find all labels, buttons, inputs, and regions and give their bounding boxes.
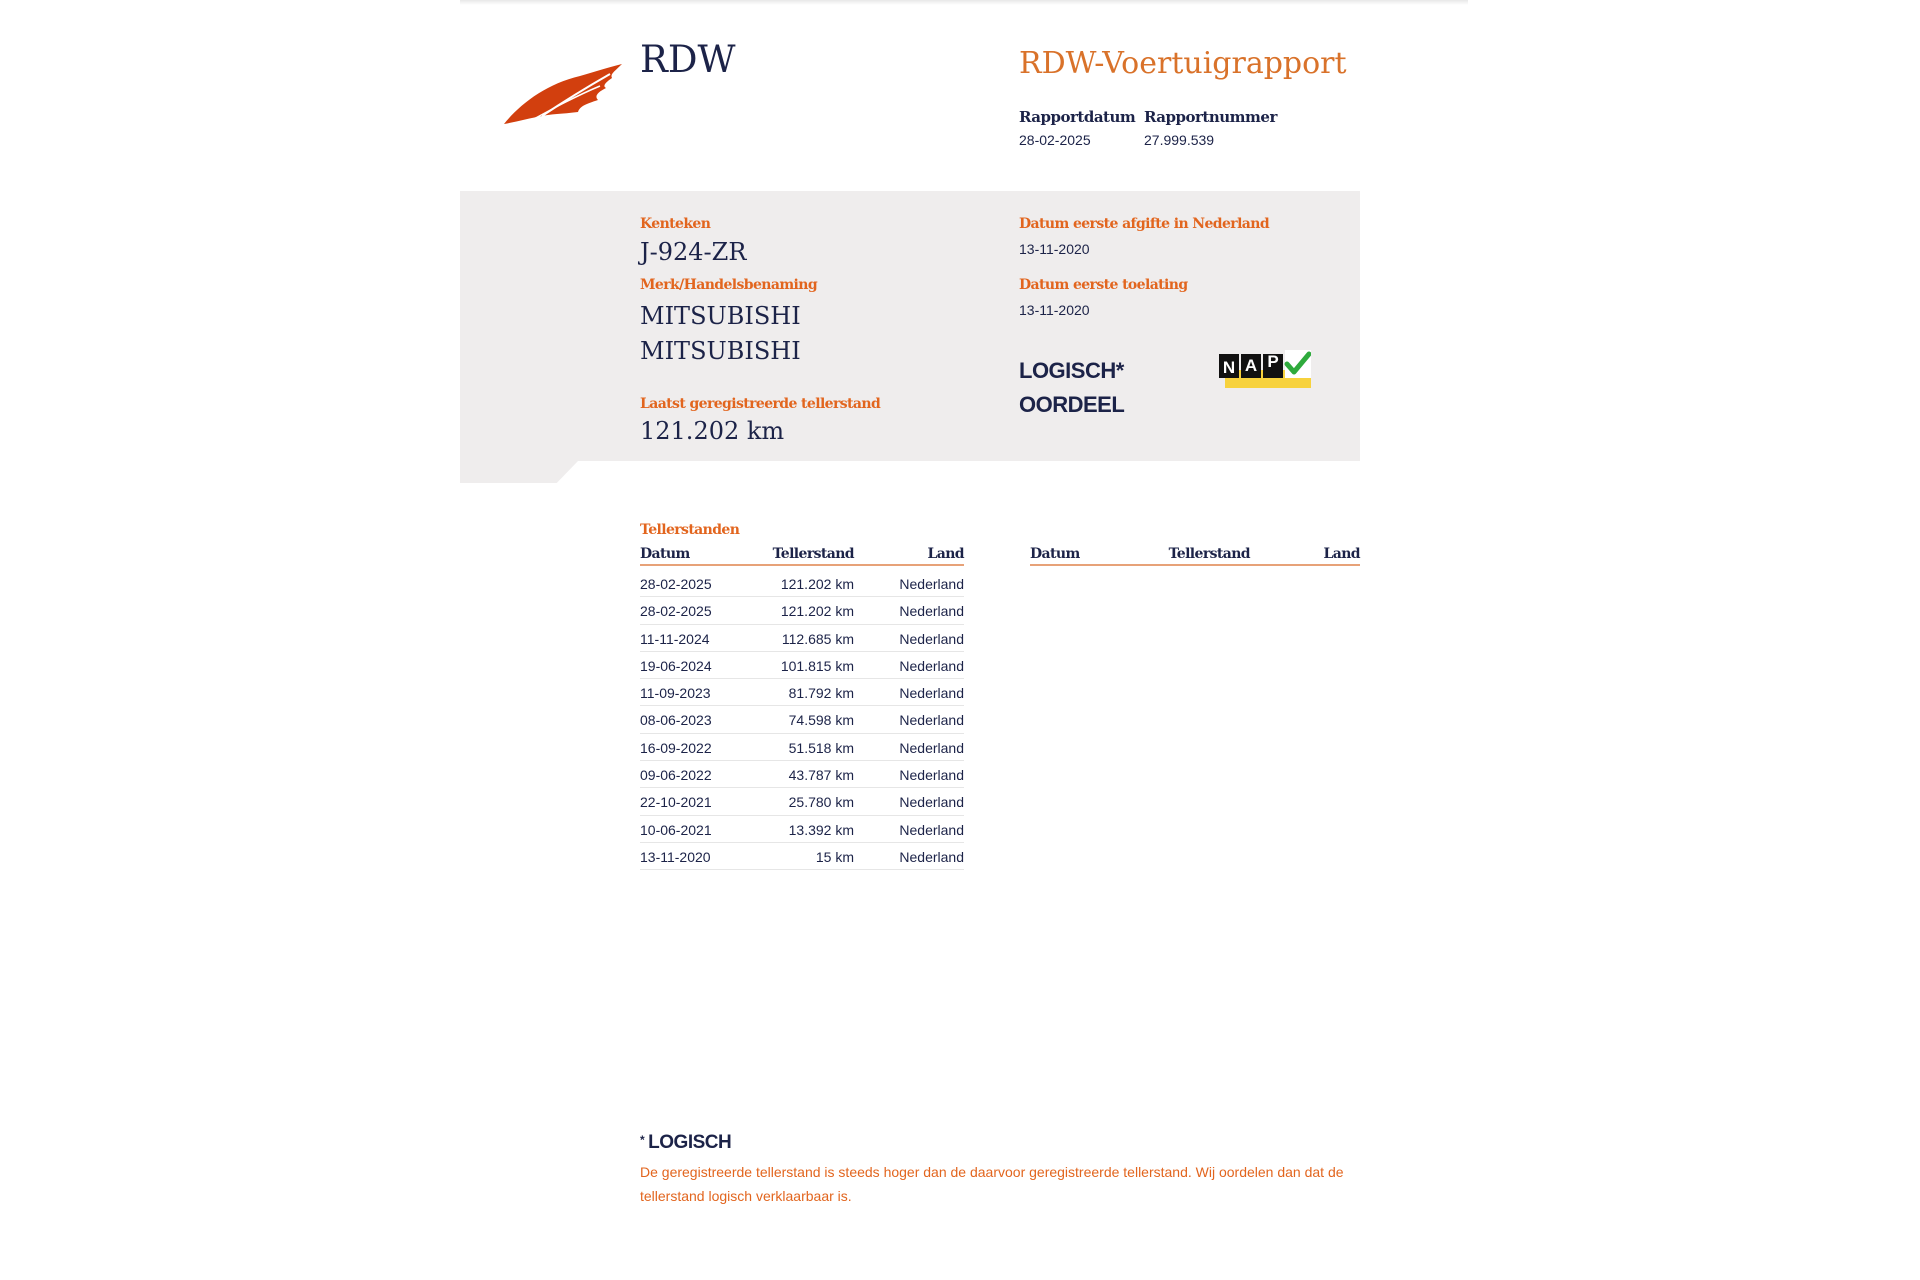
footnote-title: [640, 1132, 731, 1154]
page-top-edge: [460, 0, 1468, 5]
row-country: Nederland: [899, 848, 964, 865]
nap-logo-icon: [1219, 350, 1311, 388]
vehicle-trade-name: MITSUBISHI: [640, 337, 801, 365]
nap-letter-a: A: [1244, 356, 1258, 375]
table-row: [640, 652, 964, 679]
row-date: 22-10-2021: [640, 794, 712, 811]
panel-tab-decoration: [460, 461, 578, 483]
odometer-label: Laatst geregistreerde tellerstand: [640, 396, 881, 412]
row-reading: 13.392 km: [788, 821, 854, 838]
row-country: Nederland: [899, 630, 964, 647]
row-country: Nederland: [899, 712, 964, 729]
row-country: Nederland: [899, 821, 964, 838]
readings-title: Tellerstanden: [640, 522, 740, 538]
row-date: 10-06-2021: [640, 821, 712, 838]
table-row: [640, 570, 964, 597]
header-reading: Tellerstand: [772, 546, 854, 562]
row-date: 16-09-2022: [640, 739, 712, 756]
row-date: 19-06-2024: [640, 657, 712, 674]
row-country: Nederland: [899, 603, 964, 620]
license-plate: J-924-ZR: [640, 238, 747, 266]
table-row: [640, 734, 964, 761]
row-date: 11-09-2023: [640, 685, 711, 702]
readings-table: [640, 570, 964, 870]
table-row: [640, 843, 964, 870]
report-title: RDW-Voertuigrapport: [1019, 46, 1347, 81]
header-country: Land: [1323, 546, 1360, 562]
row-country: Nederland: [899, 576, 964, 592]
row-reading: 121.202 km: [780, 576, 854, 592]
row-country: Nederland: [899, 685, 964, 702]
row-reading: 101.815 km: [780, 657, 854, 674]
first-admission-label: Datum eerste toelating: [1019, 277, 1188, 293]
row-date: 13-11-2020: [640, 848, 711, 865]
table-row: [640, 761, 964, 788]
header-date: Datum: [640, 546, 690, 562]
table-row: [640, 679, 964, 706]
brand-name: RDW: [640, 38, 736, 81]
row-date: 28-02-2025: [640, 603, 712, 620]
row-reading: 121.202 km: [780, 603, 854, 620]
row-date: 11-11-2024: [640, 630, 710, 647]
row-reading: 25.780 km: [788, 794, 854, 811]
nap-letter-n: N: [1222, 358, 1236, 377]
row-country: Nederland: [899, 767, 964, 784]
header-reading: Tellerstand: [1168, 546, 1250, 562]
row-country: Nederland: [899, 794, 964, 811]
last-odometer-reading: 121.202 km: [640, 417, 785, 445]
table-row: [640, 706, 964, 733]
footnote-star: *: [640, 1133, 645, 1147]
row-reading: 43.787 km: [788, 767, 854, 784]
report-number-label: Rapportnummer: [1144, 108, 1277, 126]
row-country: Nederland: [899, 739, 964, 756]
report-date: 28-02-2025: [1019, 132, 1091, 148]
table-row: [640, 597, 964, 624]
verdict-label: OORDEEL: [1019, 392, 1125, 417]
header-date: Datum: [1030, 546, 1080, 562]
vehicle-make: MITSUBISHI: [640, 302, 801, 330]
header-country: Land: [927, 546, 964, 562]
first-registration-nl-date: 13-11-2020: [1019, 241, 1090, 257]
first-registration-nl-label: Datum eerste afgifte in Nederland: [1019, 216, 1270, 232]
rdw-logo-icon: [502, 60, 624, 126]
first-admission-date: 13-11-2020: [1019, 302, 1090, 318]
footnote-text: De geregistreerde tellerstand is steeds hoger dan de daarvoor geregistreerde tellerstand. Wij oordelen dan dat de tellerstand logisch verklaarbaar is.: [640, 1164, 1344, 1204]
row-reading: 51.518 km: [788, 739, 854, 756]
row-date: 09-06-2022: [640, 767, 712, 784]
table-row: [640, 625, 964, 652]
readings-table-header-left: [640, 546, 964, 566]
plate-label: Kenteken: [640, 216, 711, 232]
nap-letter-p: P: [1267, 352, 1279, 371]
make-label: Merk/Handelsbenaming: [640, 277, 818, 293]
row-date: 28-02-2025: [640, 576, 712, 592]
row-country: Nederland: [899, 657, 964, 674]
verdict-logical: LOGISCH*: [1019, 358, 1124, 383]
report-date-label: Rapportdatum: [1019, 108, 1136, 126]
row-reading: 74.598 km: [788, 712, 854, 729]
table-row: [640, 816, 964, 843]
readings-table-header-right: [1030, 546, 1360, 566]
footnote-heading: LOGISCH: [648, 1132, 732, 1153]
table-row: [640, 788, 964, 815]
row-reading: 112.685 km: [781, 630, 854, 647]
report-number: 27.999.539: [1144, 132, 1215, 148]
row-reading: 15 km: [815, 848, 854, 865]
row-reading: 81.792 km: [788, 685, 854, 702]
row-date: 08-06-2023: [640, 712, 712, 729]
